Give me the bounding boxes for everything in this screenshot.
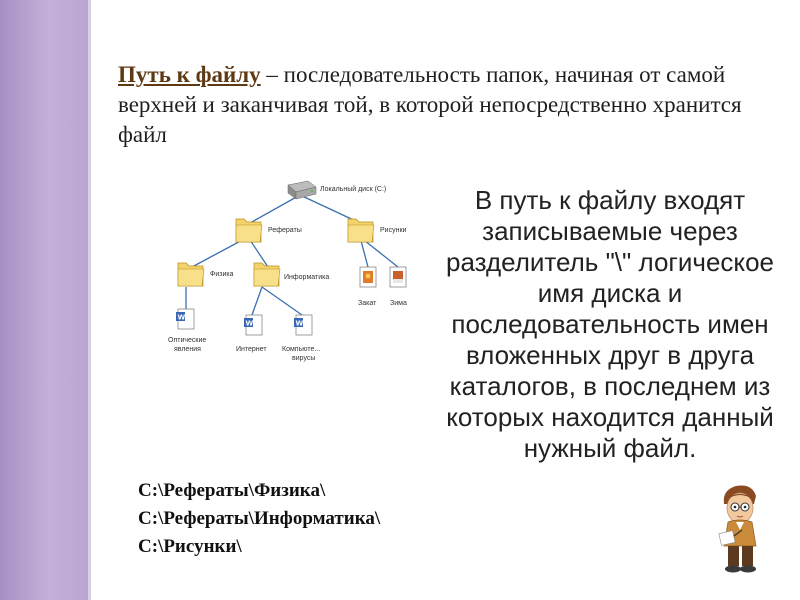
tree-label-zima: Зима — [390, 300, 407, 307]
folder-tree-diagram — [150, 175, 420, 370]
left-decorative-bar — [0, 0, 88, 600]
folder-icon-informatika — [254, 263, 280, 286]
path-example: С:\Рефераты\Физика\ — [138, 480, 326, 501]
tree-connectors — [186, 195, 398, 315]
image-file-icon-zakat — [360, 267, 376, 287]
tree-label-internet: Интернет — [236, 346, 267, 353]
tree-label-risunki: Рисунки — [380, 227, 407, 234]
tree-label-optika-1: Оптические — [168, 337, 207, 344]
svg-text:W: W — [295, 319, 304, 328]
doc-file-icon-virusy — [294, 315, 312, 335]
writing-student-illustration — [706, 478, 778, 574]
folder-icon-fizika — [178, 263, 204, 286]
image-file-icon-zima — [390, 267, 406, 287]
svg-text:W: W — [177, 313, 186, 322]
description-text: В путь к файлу входят записываемые через разделитель "\" логическое имя диска и последовательность имен вложенных друг в друга каталогов, в последнем из которых находится данный нужный файл. — [445, 185, 775, 463]
definition-text — [118, 60, 778, 150]
tree-label-fizika: Физика — [210, 271, 234, 278]
tree-label-virusy-1: Компьюте... — [282, 346, 321, 353]
doc-file-icon-internet — [244, 315, 262, 335]
tree-label-zakat: Закат — [358, 300, 377, 307]
tree-root-label: Локальный диск (C:) — [320, 186, 387, 193]
tree-label-virusy-2: вирусы — [292, 355, 316, 362]
doc-file-icon-optika — [176, 309, 194, 329]
tree-label-informatika: Информатика — [284, 274, 330, 281]
tree-label-optika-2: явления — [174, 346, 201, 353]
path-example: С:\Рисунки\ — [138, 536, 242, 557]
path-example: С:\Рефераты\Информатика\ — [138, 508, 381, 529]
hard-drive-icon — [288, 181, 316, 199]
definition-body: – последовательность папок, начиная от самой верхней и заканчивая той, в которой непосредственно хранится файл — [118, 62, 742, 147]
tree-label-referaty: Рефераты — [268, 227, 302, 234]
folder-icon-risunki — [348, 219, 374, 242]
left-bar-edge — [88, 0, 91, 600]
folder-icon-referaty — [236, 219, 262, 242]
svg-text:W: W — [245, 319, 254, 328]
definition-term: Путь к файлу — [118, 62, 261, 87]
path-examples-list — [138, 477, 380, 561]
